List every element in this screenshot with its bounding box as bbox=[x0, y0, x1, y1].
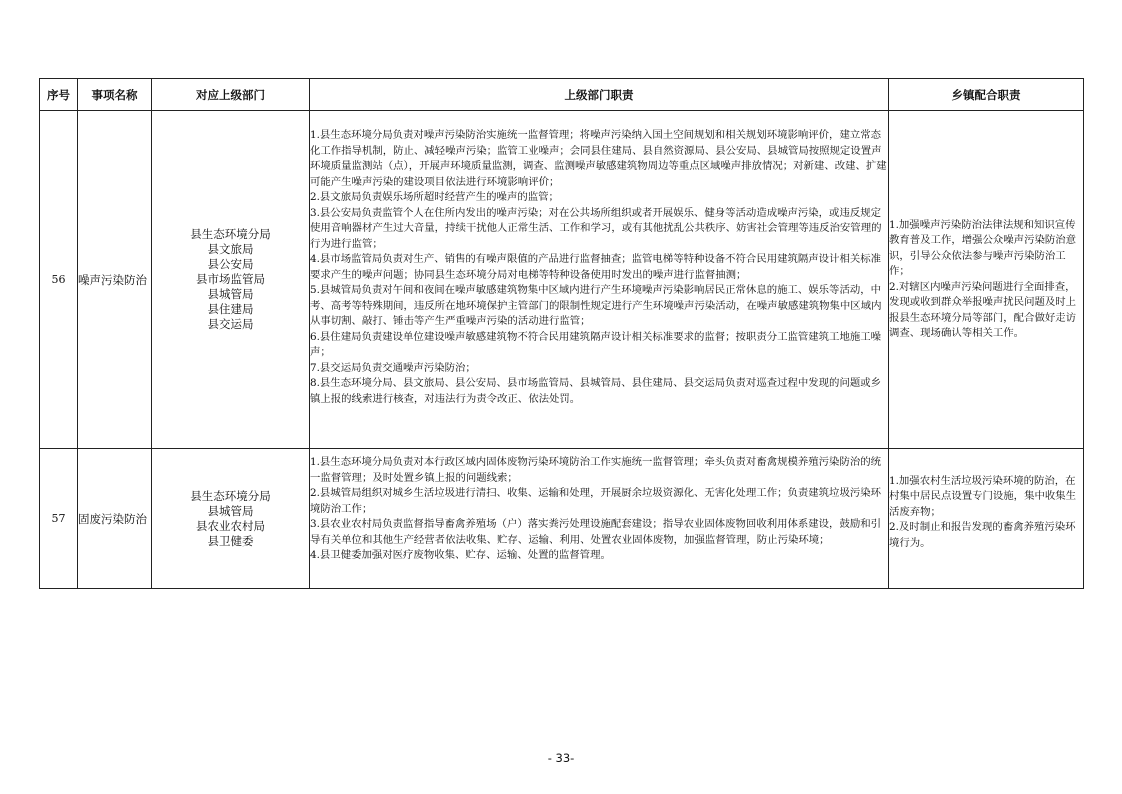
duty-item: 1.县生态环境分局负责对噪声污染防治实施统一监督管理；将噪声污染纳入国土空间规划和相关规划环境影响评价，建立常态化工作指导机制，防止、减轻噪声污染；监管工业噪声；会同县住建局、县自然资源局、县公安局、县城管局按照规定设置声环境质量监测站（点），开展声环境质量监测，调查、监测噪声敏感建筑物周边等重点区域噪声排放情况；对新建、改建、扩建可能产生噪声污染的建设项目依法进行环境影响评价； bbox=[310, 129, 887, 188]
department-name: 县卫健委 bbox=[207, 533, 254, 548]
row-town-duties bbox=[889, 449, 1084, 589]
department-name: 县生态环境分局 bbox=[190, 488, 271, 503]
header-superior-duty: 上级部门职责 bbox=[310, 79, 889, 111]
duty-item: 3.县农业农村局负责监督指导畜禽养殖场（户）落实粪污处理设施配套建设；指导农业固体废物回收利用体系建设，鼓励和引导有关单位和其他生产经营者依法收集、贮存、运输、利用、处置农业固体废物，加强监督管理，防止污染环境； bbox=[310, 518, 882, 546]
responsibility-table bbox=[39, 78, 1084, 589]
header-seq: 序号 bbox=[40, 79, 78, 111]
department-name: 县交运局 bbox=[207, 317, 254, 331]
row-departments bbox=[152, 111, 310, 449]
duty-item: 1.县生态环境分局负责对本行政区域内固体废物污染环境防治工作实施统一监督管理；牵头负责对畜禽规模养殖污染防治的统一监督管理；及时处置乡镇上报的问题线索； bbox=[310, 456, 882, 484]
duty-item: 7.县交运局负责交通噪声污染防治； bbox=[310, 361, 476, 374]
duty-item: 4.县卫健委加强对医疗废物收集、贮存、运输、处置的监督管理。 bbox=[310, 549, 611, 561]
department-name: 县城管局 bbox=[207, 503, 254, 518]
duty-item: 3.县公安局负责监管个人在住所内发出的噪声污染；对在公共场所组织或者开展娱乐、健身等活动造成噪声污染，或违反规定使用音响器材产生过大音量，持续干扰他人正常生活、工作和学习，或有其他扰乱公共秩序、妨害社会管理等违反治安管理的行为进行监管； bbox=[310, 206, 882, 250]
table-row bbox=[40, 449, 1084, 589]
row-departments bbox=[152, 449, 310, 589]
town-duty-item: 2.对辖区内噪声污染问题进行全面排查，发现或收到群众举报噪声扰民问题及时上报县生态环境分局等部门，配合做好走访调查、现场确认等相关工作。 bbox=[889, 280, 1077, 339]
department-name: 县公安局 bbox=[207, 257, 254, 271]
duty-item: 6.县住建局负责建设单位建设噪声敏感建筑物不符合民用建筑隔声设计相关标准要求的监督；按职责分工监管建筑工地施工噪声； bbox=[310, 330, 882, 358]
department-name: 县城管局 bbox=[207, 287, 254, 301]
page-number: - 33- bbox=[547, 751, 575, 765]
row-superior-duties bbox=[310, 449, 889, 589]
header-town-duty: 乡镇配合职责 bbox=[889, 79, 1084, 111]
header-department: 对应上级部门 bbox=[152, 79, 310, 111]
town-duty-item: 1.加强噪声污染防治法律法规和知识宣传教育普及工作，增强公众噪声污染防治意识，引导公众依法参与噪声污染防治工作； bbox=[889, 218, 1077, 277]
town-duty-item: 1.加强农村生活垃圾污染环境的防治，在村集中居民点设置专门设施，集中收集生活废弃物； bbox=[889, 474, 1077, 518]
department-name: 县文旅局 bbox=[207, 242, 254, 256]
row-town-duties bbox=[889, 111, 1084, 449]
table-row bbox=[40, 111, 1084, 449]
row-item-name: 固废污染防治 bbox=[78, 449, 152, 589]
row-seq: 56 bbox=[40, 111, 78, 449]
duty-item: 5.县城管局负责对午间和夜间在噪声敏感建筑物集中区域内进行产生环境噪声污染影响居民正常休息的施工、娱乐等活动，中考、高考等特殊期间，违反所在地环境保护主管部门的限制性规定进行产生环境噪声污染活动，在噪声敏感建筑物集中区域内从事切割、敲打、锤击等产生严重噪声污染的活动进行监管； bbox=[310, 284, 882, 327]
duty-item: 2.县文旅局负责娱乐场所超时经营产生的噪声的监管； bbox=[310, 191, 559, 203]
header-item-name: 事项名称 bbox=[78, 79, 152, 111]
department-name: 县市场监管局 bbox=[196, 272, 265, 286]
row-item-name: 噪声污染防治 bbox=[78, 111, 152, 449]
row-seq: 57 bbox=[40, 449, 78, 589]
department-name: 县生态环境分局 bbox=[190, 227, 271, 241]
duty-item: 4.县市场监管局负责对生产、销售的有噪声限值的产品进行监督抽查；监管电梯等特种设备不符合民用建筑隔声设计相关标准要求产生的噪声问题；协同县生态环境分局对电梯等特种设备使用时发出的噪声进行监督抽测； bbox=[310, 253, 882, 281]
row-superior-duties bbox=[310, 111, 889, 449]
town-duty-item: 2.及时制止和报告发现的畜禽养殖污染环境行为。 bbox=[889, 521, 1076, 549]
department-name: 县农业农村局 bbox=[196, 518, 265, 533]
table-header-row bbox=[40, 79, 1084, 111]
department-name: 县住建局 bbox=[207, 302, 254, 316]
duty-item: 8.县生态环境分局、县文旅局、县公安局、县市场监管局、县城管局、县住建局、县交运局负责对巡查过程中发现的问题或乡镇上报的线索进行核查，对违法行为责令改正、依法处罚。 bbox=[310, 377, 882, 405]
duty-item: 2.县城管局组织对城乡生活垃圾进行清扫、收集、运输和处理，开展厨余垃圾资源化、无害化处理工作；负责建筑垃圾污染环境防治工作； bbox=[310, 487, 882, 515]
